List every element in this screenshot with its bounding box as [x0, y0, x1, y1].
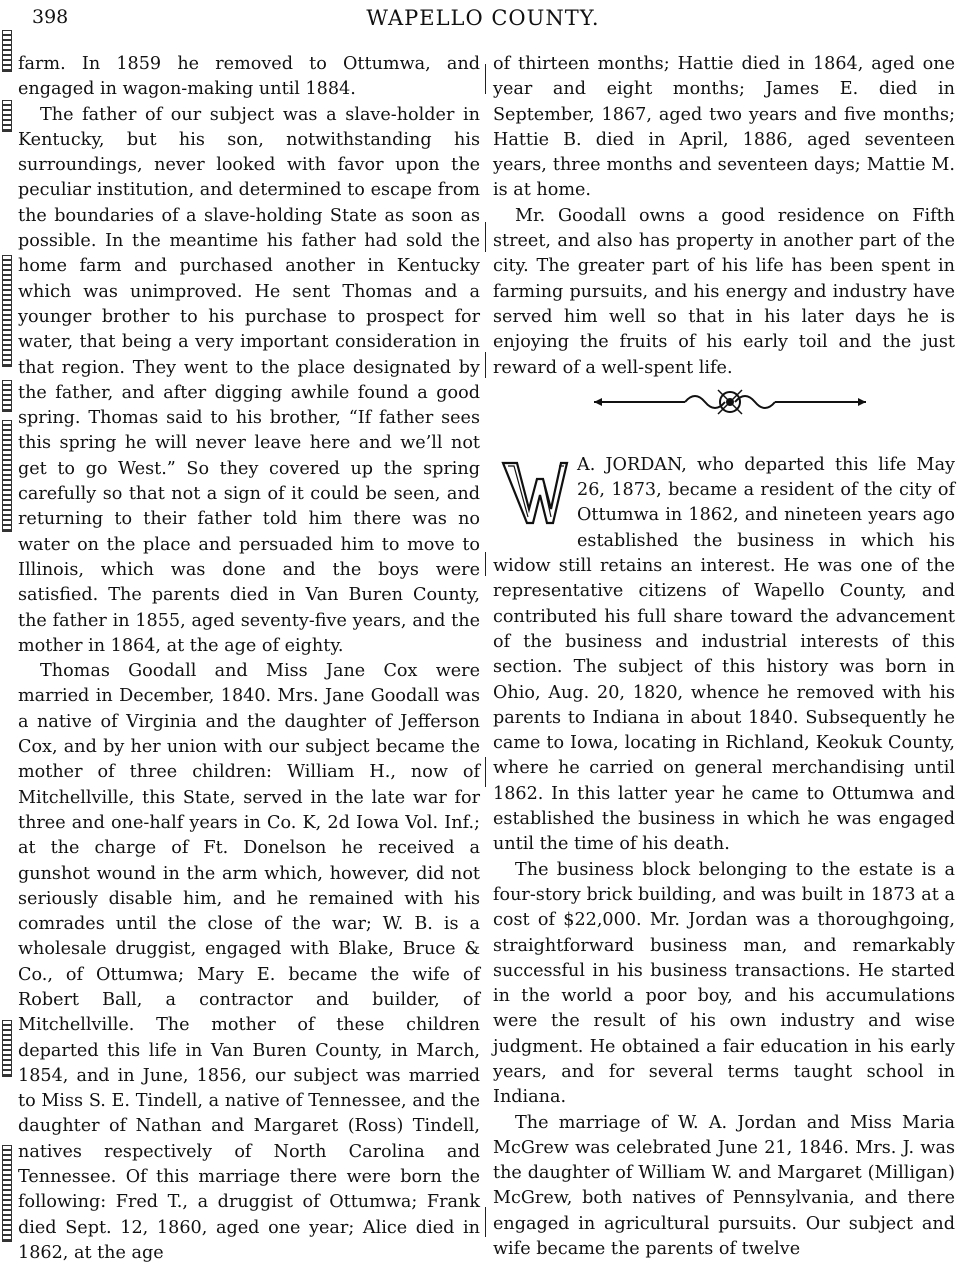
paragraph: A. JORDAN, who departed this life May 26, 1873, became a resident of the city of Ottumwa in 1862, and nineteen years ago established the business in which his widow still retains an interest. He was one of the representative citizens of Wapello County, and contributed his full share toward the advancement of the business and industrial interests of this section. The subject of this history was born in Ohio, Aug. 20, 1820, whence he removed with his parents to Indiana in about 1840. Subsequently he came to Iowa, locating in Richland, Keokuk County, where he carried on general merchandising until 1862. In this latter year he came to Ottumwa and established the business in which he was engaged until the time of his death. — [493, 454, 955, 855]
page-header — [0, 4, 966, 38]
drop-cap-w — [499, 457, 569, 529]
scroll-ornament-icon — [590, 384, 870, 420]
binding-mark — [2, 420, 12, 532]
jordan-article — [493, 453, 955, 1263]
page-number: 398 — [32, 6, 69, 28]
binding-edge — [0, 0, 12, 1250]
paragraph: Mr. Goodall owns a good residence on Fifth street, and also has property in another part of the city. The greater part of his life has been spent in farming pursuits, and his energy and industry have served him well so that in his later days he is enjoying the fruits of his early toil and the just reward of a well-spent life. — [493, 205, 955, 378]
binding-mark — [2, 1020, 12, 1077]
drop-cap-w-glyph — [499, 457, 569, 529]
paragraph: The father of our subject was a slave-holder in Kentucky, but his son, notwithstanding his surroundings, never looked with favor upon the peculiar institution, and determined to escape from the boundaries of a slave-holding State as soon as possible. In the meantime his father had sold the home farm and purchased another in Kentucky which was unimproved. He sent Thomas and a younger brother to his purchase to prospect for water, that being a very important consideration in that region. They went to the place designated by the father, and after digging awhile found a good spring. Thomas said to his brother, “If father sees this spring he will never leave here and we’ll not get to go West.” So they covered up the spring carefully so that not a sign of it could be seen, and returning to their father told him there was no water on the place and persuaded him to move to Illinois, which was done and the boys were satisfied. The parents died in Van Buren County, the father in 1855, aged seventy-five years, and the mother in 1864, at the age of eighty. — [18, 104, 480, 656]
paragraph: The marriage of W. A. Jordan and Miss Maria McGrew was celebrated June 21, 1846. Mrs. J. was the daughter of William W. and Margaret (Milligan) McGrew, both natives of Pennsylvania, and there engaged in agricultural pursuits. Our subject and wife became the parents of twelve — [493, 1112, 955, 1260]
binding-mark — [2, 100, 12, 132]
paragraph: farm. In 1859 he removed to Ottumwa, and engaged in wagon-making until 1884. — [18, 54, 480, 100]
paragraph: The business block belonging to the estate is a four-story brick building, and was built in 1873 at a cost of $22,000. Mr. Jordan was a thoroughgoing, straightforward business man, and remarkably successful in his business transactions. He started in the world a poor boy, and his accumulations were the result of his own industry and wise judgment. He obtained a fair education in his early years, and for several terms taught school in Indiana. — [493, 859, 955, 1108]
right-column — [493, 52, 955, 1262]
binding-mark — [2, 255, 12, 367]
binding-mark — [2, 380, 12, 412]
paragraph: Thomas Goodall and Miss Jane Cox were married in December, 1840. Mrs. Jane Goodall was a native of Virginia and the daughter of Jefferson Cox, and by her union with our subject became the mother of three children: William H., now of Mitchellville, this State, served in the late war for three and one-half years in Co. K, 2d Iowa Vol. Inf.; at the charge of Ft. Donelson he received a gunshot wound in the arm which, however, did not seriously disable him, and he remained with his comrades until the close of the war; W. B. is a wholesale druggist, engaged with Blake, Bruce & Co., of Ottumwa; Mary E. became the wife of Robert Ball, a contractor and builder, of Mitchellville. The mother of these children departed this life in Van Buren County, in March, 1854, and in June, 1856, our subject was married to Miss S. E. Tindell, a native of Tennessee, and the daughter of Nathan and Margaret (Ross) Tindell, natives respectively of North Carolina and Tennessee. Of this marriage there were born the following: Fred T., a druggist of Ottumwa; Frank died Sept. 12, 1860, aged one year; Alice died in 1862, at the age — [18, 661, 480, 1263]
left-column — [18, 52, 480, 1266]
column-rule — [485, 52, 486, 1247]
running-title: WAPELLO COUNTY. — [366, 6, 600, 30]
paragraph: of thirteen months; Hattie died in 1864, aged one year and eight months; James E. died in September, 1867, aged two years and five months; Hattie B. died in April, 1886, aged seventeen years, three months and seventeen days; Mattie M. is at home. — [493, 54, 955, 201]
binding-mark — [2, 1145, 12, 1242]
